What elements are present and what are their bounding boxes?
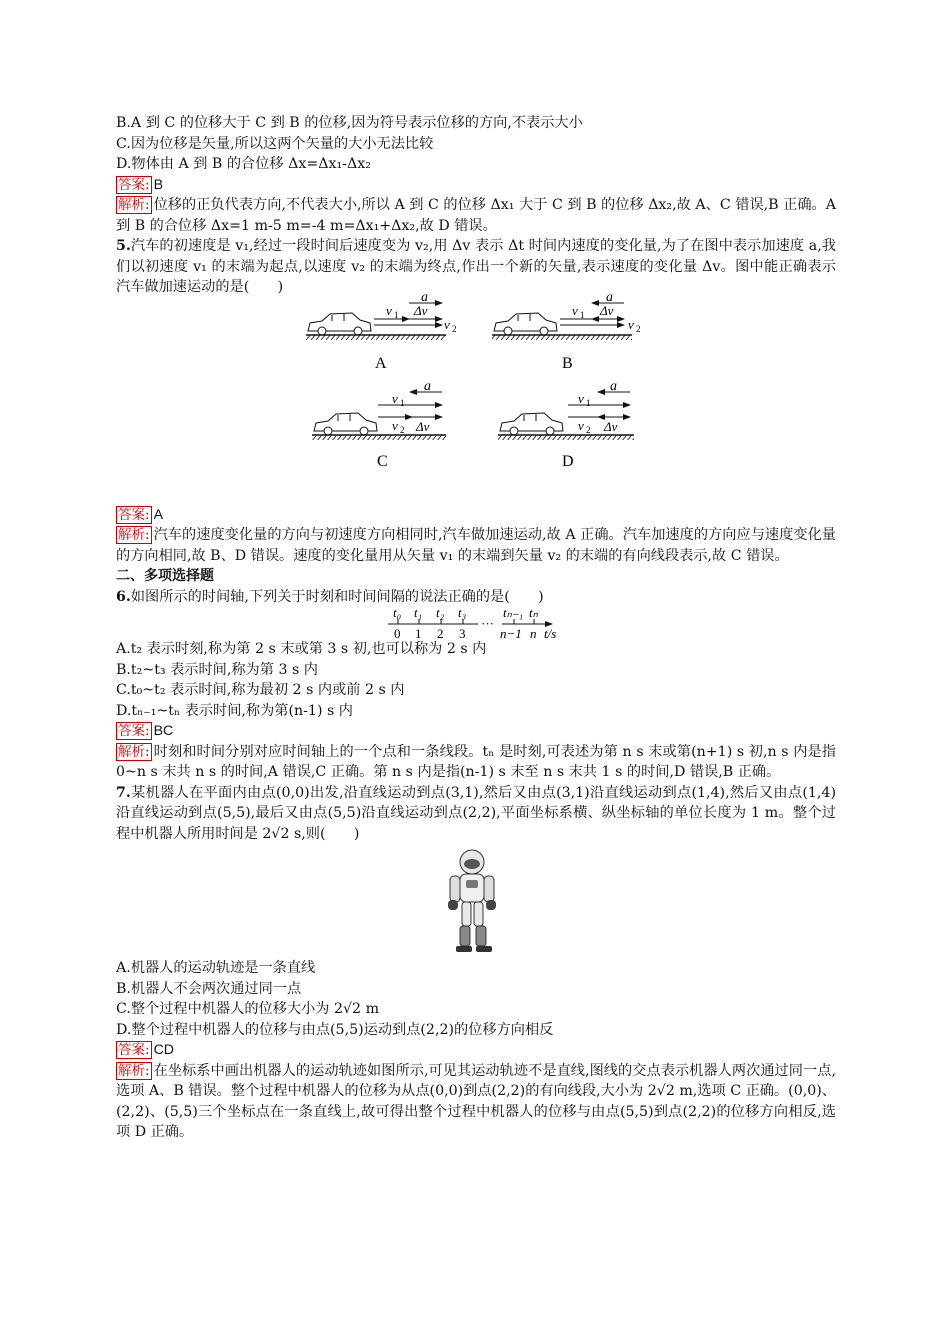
tick-t1: t₁	[414, 605, 423, 620]
tick-2: 2	[437, 626, 444, 641]
fig-label-c: C	[377, 452, 388, 470]
q4-option-d: D.物体由 A 到 B 的合位移 Δx=Δx₁-Δx₂	[116, 156, 371, 172]
answer-value: CD	[153, 1042, 175, 1058]
q6-option-a: A.t₂ 表示时刻,称为第 2 s 末或第 3 s 初,也可以称为 2 s 内	[116, 641, 487, 657]
q6-stem	[116, 587, 836, 608]
answer-tag: 答案:	[118, 176, 150, 193]
q5-figure	[116, 289, 836, 505]
label-a: a	[606, 289, 613, 305]
answer-tag: 答案:	[118, 723, 150, 739]
q4-answer	[116, 175, 836, 196]
tick-t2: t₂	[436, 605, 445, 620]
label-v1: v	[386, 302, 392, 318]
panel-c	[312, 379, 446, 470]
q5-explanation	[116, 525, 836, 566]
answer-value: A	[153, 506, 164, 523]
q6-timeline	[116, 607, 836, 639]
question-number: 6.	[116, 588, 131, 605]
sub-1: 1	[586, 397, 591, 408]
q4-option-c: C.因为位移是矢量,所以这两个矢量的大小无法比较	[116, 135, 434, 152]
q4-explanation	[116, 195, 836, 236]
tick-0: 0	[394, 626, 401, 641]
explain-tag: 解析:	[118, 197, 150, 213]
fig-label-b: B	[562, 354, 573, 372]
label-v2: v	[392, 417, 398, 433]
label-v1: v	[572, 302, 578, 318]
sub-1: 1	[394, 309, 399, 320]
question-number: 7.	[116, 784, 131, 801]
tick-n: n	[530, 626, 537, 641]
sub-1: 1	[580, 309, 585, 320]
sub-2: 2	[636, 323, 641, 334]
q6-option-c: C.t₀~t₂ 表示时间,称为最初 2 s 内或前 2 s 内	[116, 682, 405, 698]
panel-a	[306, 290, 457, 372]
label-v1: v	[578, 390, 584, 406]
q7-figure	[116, 844, 836, 958]
q7-option-b: B.机器人不会两次通过同一点	[116, 980, 302, 997]
answer-value: B	[153, 176, 164, 193]
explain-tag: 解析:	[118, 743, 150, 760]
q7-answer	[116, 1040, 836, 1061]
section-heading: 二、多项选择题	[116, 568, 214, 584]
explain-text: 时刻和时间分别对应时间轴上的一个点和一条线段。tₙ 是时刻,可表述为第 n s 末或第(n+1) s 初,n s 内是指 0~n s 末共 n s 的时间,A 错误,C 正确。第 n s 内是指(n-1) s 末至 n s 末共 1 s 的时间,D 错误,B 正确。	[116, 743, 836, 780]
label-v2: v	[628, 316, 634, 332]
q6-answer	[116, 721, 836, 742]
sub-2: 2	[586, 424, 591, 435]
fig-label-a: A	[375, 354, 387, 372]
q7-stem	[116, 783, 836, 845]
sub-2: 2	[400, 424, 405, 435]
q7-explanation	[116, 1061, 836, 1143]
label-dv: Δv	[600, 302, 614, 318]
tick-tn: tₙ	[529, 605, 538, 620]
tick-t0: t₀	[393, 605, 402, 620]
tick-3: 3	[459, 626, 466, 641]
q5-stem	[116, 236, 836, 298]
question-text: 如图所示的时间轴,下列关于时刻和时间间隔的说法正确的是( )	[130, 588, 544, 605]
tick-n-1: n−1	[500, 626, 522, 641]
answer-tag: 答案:	[118, 506, 150, 523]
label-v2: v	[444, 316, 450, 332]
label-v1: v	[392, 390, 398, 406]
q6-option-d: D.tₙ₋₁~tₙ 表示时间,称为第(n-1) s 内	[116, 702, 353, 719]
q5-answer	[116, 505, 836, 526]
fig-label-d: D	[562, 452, 574, 470]
explain-tag: 解析:	[118, 1062, 150, 1079]
answer-tag: 答案:	[118, 1042, 150, 1058]
question-number: 5.	[116, 238, 131, 254]
time-axis-diagram	[116, 607, 836, 639]
question-text: 汽车的初速度是 v₁,经过一段时间后速度变为 v₂,用 Δv 表示 Δt 时间内速度的变化量,为了在图中表示加速度 a,我们以初速度 v₁ 的末端为起点,以速度 v₂ 的末端为终点,作出一个新的矢量,表示速度的变化量 Δv。图中能正确表示汽车做加速运动的是( )	[116, 238, 836, 295]
label-dv: Δv	[604, 418, 618, 434]
panel-d	[498, 379, 634, 470]
robot-icon	[116, 844, 836, 958]
explain-tag: 解析:	[118, 527, 150, 543]
explain-text: 位移的正负代表方向,不代表大小,所以 A 到 C 的位移 Δx₁ 大于 C 到 B 的位移 Δx₂,故 A、C 错误,B 正确。A 到 B 的合位移 Δx=1 m-5 m=-4 m=Δx₁+Δx₂,故 D 错误。	[116, 197, 836, 234]
label-a: a	[424, 378, 431, 394]
car-velocity-diagram	[116, 289, 836, 505]
answer-value: BC	[153, 723, 174, 739]
q4-option-b: B.A 到 C 的位移大于 C 到 B 的位移,因为符号表示位移的方向,不表示大小	[116, 115, 583, 131]
sub-1: 1	[400, 397, 405, 408]
label-a: a	[421, 289, 428, 305]
question-text: 某机器人在平面内由点(0,0)出发,沿直线运动到点(3,1),然后又由点(3,1)沿直线运动到点(1,4),然后又由点(1,4)沿直线运动到点(5,5),最后又由点(5,5)沿直线运动到点(2,2),平面坐标系横、纵坐标轴的单位长度为 1 m。整个过程中机器人所用时间是 2√2 s,则( )	[116, 784, 836, 842]
tick-t3: t₃	[458, 605, 467, 620]
panel-b	[492, 290, 641, 372]
document-page	[116, 113, 836, 1143]
sub-2: 2	[452, 323, 457, 334]
q7-option-c: C.整个过程中机器人的位移大小为 2√2 m	[116, 1001, 380, 1017]
label-v2: v	[578, 417, 584, 433]
axis-ellipsis: ···	[481, 616, 494, 631]
q7-option-d: D.整个过程中机器人的位移与由点(5,5)运动到点(2,2)的位移方向相反	[116, 1021, 554, 1038]
q6-option-b: B.t₂~t₃ 表示时间,称为第 3 s 内	[116, 661, 318, 678]
label-dv: Δv	[416, 418, 430, 434]
q7-option-a: A.机器人的运动轨迹是一条直线	[116, 960, 316, 976]
axis-unit: t/s	[544, 626, 557, 641]
q6-explanation	[116, 742, 836, 783]
explain-text: 汽车的速度变化量的方向与初速度方向相同时,汽车做加速运动,故 A 正确。汽车加速度的方向应与速度变化量的方向相同,故 B、D 错误。速度的变化量用从矢量 v₁ 的末端到矢量 v₂ 的末端的有向线段表示,故 C 错误。	[116, 527, 836, 564]
label-dv: Δv	[414, 302, 428, 318]
explain-text: 在坐标系中画出机器人的运动轨迹如图所示,可见其运动轨迹不是直线,图线的交点表示机器人两次通过同一点,选项 A、B 错误。整个过程中机器人的位移为从点(0,0)到点(2,2)的有向线段,大小为 2√2 m,选项 C 正确。(0,0)、(2,2)、(5,5)三个坐标点在一条直线上,故可得出整个过程中机器人的位移与由点(5,5)到点(2,2)的位移方向相反,选项 D 正确。	[116, 1062, 836, 1140]
tick-tn-1: tₙ₋₁	[503, 605, 524, 620]
tick-1: 1	[415, 626, 422, 641]
label-a: a	[610, 378, 617, 394]
